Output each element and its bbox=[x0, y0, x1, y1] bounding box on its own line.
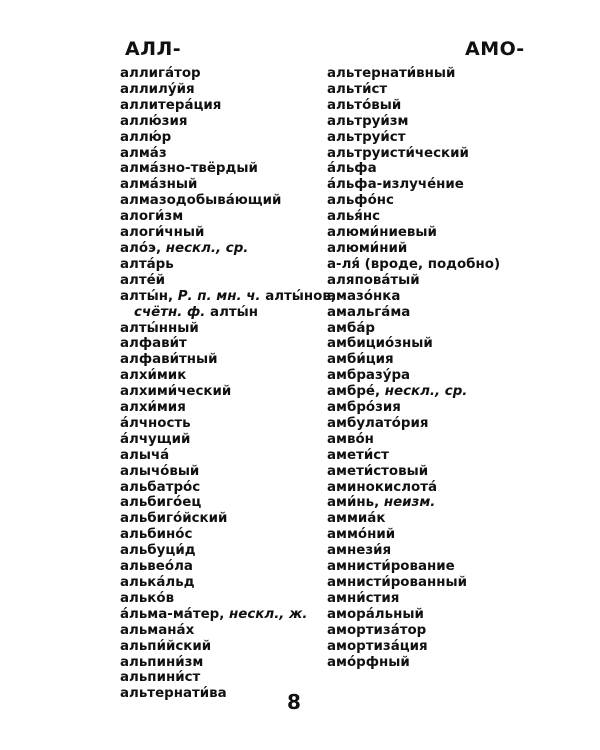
headword: аллитера́ция bbox=[120, 97, 222, 113]
dictionary-entry bbox=[327, 177, 527, 193]
dictionary-entry bbox=[327, 305, 527, 321]
dictionary-entry bbox=[120, 448, 320, 464]
dictionary-entry bbox=[120, 368, 320, 384]
dictionary-entry bbox=[327, 607, 527, 623]
dictionary-entry bbox=[327, 273, 527, 289]
dictionary-entry bbox=[327, 289, 527, 305]
dictionary-entry bbox=[120, 511, 320, 527]
headword: амбулато́рия bbox=[327, 415, 429, 431]
headword: а́льфа bbox=[327, 161, 377, 177]
dictionary-entry bbox=[120, 480, 320, 496]
headword: алыча́ bbox=[120, 447, 170, 463]
dictionary-entry bbox=[327, 400, 527, 416]
dictionary-entry bbox=[327, 241, 527, 257]
headword: алхи́мия bbox=[120, 400, 186, 416]
headword: а́льма-ма́тер, bbox=[120, 606, 225, 622]
dictionary-entry bbox=[120, 575, 320, 591]
headword: альто́вый bbox=[327, 97, 402, 113]
headword: алма́з bbox=[120, 145, 167, 161]
grammar-note: нескл., ср. bbox=[165, 240, 249, 256]
headword: амортиза́тор bbox=[327, 622, 427, 638]
headword: алфави́тный bbox=[120, 352, 218, 368]
grammar-note: нескл., ср. bbox=[384, 384, 468, 400]
headword: а́льфа-излуче́ние bbox=[327, 177, 464, 193]
headword: аммо́ний bbox=[327, 527, 396, 543]
dictionary-entry bbox=[327, 448, 527, 464]
dictionary-entry bbox=[120, 241, 320, 257]
running-head-left: АЛЛ- bbox=[125, 38, 182, 60]
dictionary-entry bbox=[120, 527, 320, 543]
entry-form: алты́нов, bbox=[265, 288, 336, 304]
dictionary-entry bbox=[120, 495, 320, 511]
headword: альтернати́ва bbox=[120, 686, 227, 702]
dictionary-entry bbox=[327, 432, 527, 448]
headword: амби́ция bbox=[327, 352, 394, 368]
dictionary-entry bbox=[120, 670, 320, 686]
headword: амбразу́ра bbox=[327, 368, 411, 384]
dictionary-entry bbox=[120, 257, 320, 273]
headword: алмазодобыва́ющий bbox=[120, 193, 282, 209]
dictionary-entry bbox=[120, 82, 320, 98]
running-head-right: АМО- bbox=[465, 38, 525, 60]
dictionary-entry bbox=[120, 543, 320, 559]
headword: алта́рь bbox=[120, 256, 174, 272]
headword: амба́р bbox=[327, 320, 375, 336]
dictionary-entry bbox=[327, 161, 527, 177]
headword: амора́льный bbox=[327, 606, 424, 622]
headword: альмана́х bbox=[120, 622, 195, 638]
headword: амнези́я bbox=[327, 543, 392, 559]
dictionary-entry bbox=[120, 352, 320, 368]
dictionary-entry bbox=[327, 495, 527, 511]
dictionary-entry bbox=[120, 591, 320, 607]
dictionary-entry bbox=[120, 130, 320, 146]
dictionary-entry bbox=[120, 639, 320, 655]
dictionary-entry bbox=[327, 543, 527, 559]
grammar-note: неизм. bbox=[383, 495, 436, 511]
dictionary-entry bbox=[120, 384, 320, 400]
dictionary-entry bbox=[327, 623, 527, 639]
headword: амальга́ма bbox=[327, 304, 411, 320]
dictionary-entry bbox=[327, 321, 527, 337]
dictionary-entry bbox=[327, 639, 527, 655]
headword: амети́стовый bbox=[327, 463, 429, 479]
headword: амбицио́зный bbox=[327, 336, 433, 352]
headword: амнисти́рованный bbox=[327, 575, 467, 590]
headword: амни́стия bbox=[327, 590, 400, 606]
dictionary-entry bbox=[120, 464, 320, 480]
headword: алька́льд bbox=[120, 575, 195, 590]
headword: аммиа́к bbox=[327, 511, 386, 527]
headword: альпини́ст bbox=[120, 670, 201, 686]
dictionary-entry bbox=[327, 146, 527, 162]
dictionary-entry bbox=[327, 480, 527, 496]
page-number: 8 bbox=[287, 690, 301, 714]
dictionary-entry bbox=[120, 321, 320, 337]
headword: альтруи́ст bbox=[327, 129, 406, 145]
headword: амо́рфный bbox=[327, 654, 410, 670]
dictionary-entry bbox=[327, 336, 527, 352]
dictionary-entry bbox=[327, 591, 527, 607]
headword: амво́н bbox=[327, 431, 374, 447]
dictionary-entry bbox=[120, 432, 320, 448]
dictionary-entry bbox=[327, 193, 527, 209]
dictionary-entry bbox=[120, 209, 320, 225]
dictionary-entry bbox=[327, 209, 527, 225]
headword: альти́ст bbox=[327, 81, 388, 97]
dictionary-entry bbox=[120, 225, 320, 241]
entry-continuation bbox=[120, 305, 320, 321]
grammar-note: нескл., ж. bbox=[229, 606, 308, 622]
headword: алья́нс bbox=[327, 209, 381, 225]
dictionary-entry bbox=[120, 288, 336, 321]
dictionary-entry bbox=[120, 161, 320, 177]
headword: альпи́йский bbox=[120, 638, 212, 654]
headword: альтруисти́ческий bbox=[327, 145, 469, 161]
headword: альфо́нс bbox=[327, 193, 394, 209]
headword: амети́ст bbox=[327, 447, 389, 463]
dictionary-entry bbox=[327, 416, 527, 432]
headword: амортиза́ция bbox=[327, 638, 428, 654]
dictionary-entry bbox=[120, 273, 320, 289]
headword: алычо́вый bbox=[120, 463, 200, 479]
headword: альбиго́йский bbox=[120, 511, 228, 527]
dictionary-entry bbox=[327, 559, 527, 575]
dictionary-entry bbox=[120, 66, 320, 82]
headword: амбре́, bbox=[327, 384, 381, 400]
headword: алюми́ний bbox=[327, 240, 408, 256]
dictionary-entry bbox=[327, 527, 527, 543]
headword: алько́в bbox=[120, 590, 175, 606]
left-word-column bbox=[120, 66, 336, 702]
headword: аллига́тор bbox=[120, 66, 201, 81]
dictionary-entry bbox=[327, 98, 527, 114]
entry-form: алты́н bbox=[210, 304, 258, 320]
headword: а́лчущий bbox=[120, 431, 191, 447]
headword: алхи́мик bbox=[120, 368, 187, 384]
dictionary-entry bbox=[120, 400, 320, 416]
dictionary-entry bbox=[327, 575, 527, 591]
headword: аллилу́йя bbox=[120, 81, 195, 97]
headword: алты́нный bbox=[120, 320, 199, 336]
headword: ами́нь, bbox=[327, 495, 380, 511]
headword: алте́й bbox=[120, 272, 166, 288]
dictionary-entry bbox=[327, 511, 527, 527]
headword: амнисти́рование bbox=[327, 559, 455, 575]
headword: аллю́р bbox=[120, 129, 172, 145]
dictionary-entry bbox=[120, 177, 320, 193]
dictionary-entry bbox=[327, 66, 527, 82]
dictionary-entry bbox=[120, 193, 320, 209]
dictionary-entry bbox=[120, 146, 320, 162]
headword: алоги́зм bbox=[120, 209, 184, 225]
dictionary-entry bbox=[120, 607, 320, 623]
headword: алма́зно-твёрдый bbox=[120, 161, 258, 177]
headword: а-ля́ bbox=[327, 256, 360, 272]
headword: аминокислота́ bbox=[327, 479, 438, 495]
headword: альтруи́зм bbox=[327, 113, 409, 129]
dictionary-entry bbox=[120, 416, 320, 432]
grammar-note: счётн. ф. bbox=[134, 304, 206, 320]
grammar-note: Р. п. мн. ч. bbox=[177, 288, 261, 304]
headword: а́лчность bbox=[120, 415, 191, 431]
dictionary-entry bbox=[327, 352, 527, 368]
headword: альпини́зм bbox=[120, 654, 204, 670]
right-word-column bbox=[327, 66, 527, 670]
dictionary-entry bbox=[120, 559, 320, 575]
headword: алма́зный bbox=[120, 177, 198, 193]
dictionary-entry bbox=[327, 82, 527, 98]
dictionary-entry bbox=[120, 623, 320, 639]
headword: альбиго́ец bbox=[120, 495, 202, 511]
headword: аляпова́тый bbox=[327, 272, 420, 288]
dictionary-entry bbox=[327, 257, 527, 273]
headword: алхими́ческий bbox=[120, 384, 232, 400]
dictionary-entry bbox=[120, 114, 320, 130]
dictionary-entry bbox=[327, 114, 527, 130]
dictionary-entry bbox=[327, 368, 527, 384]
entry-form: (вроде, подобно) bbox=[364, 256, 501, 272]
headword: ало́э, bbox=[120, 240, 162, 256]
headword: альбино́с bbox=[120, 527, 193, 543]
headword: амазо́нка bbox=[327, 288, 401, 304]
headword: амбро́зия bbox=[327, 400, 401, 416]
headword: алфави́т bbox=[120, 336, 187, 352]
dictionary-entry bbox=[120, 655, 320, 671]
headword: алюми́ниевый bbox=[327, 225, 437, 241]
headword: аллю́зия bbox=[120, 113, 188, 129]
headword: алты́н, bbox=[120, 288, 174, 304]
dictionary-entry bbox=[327, 384, 527, 400]
dictionary-entry bbox=[120, 336, 320, 352]
headword: альвео́ла bbox=[120, 559, 193, 575]
dictionary-entry bbox=[327, 225, 527, 241]
headword: алоги́чный bbox=[120, 225, 205, 241]
dictionary-entry bbox=[120, 98, 320, 114]
headword: альбуци́д bbox=[120, 543, 196, 559]
headword: альтернати́вный bbox=[327, 66, 456, 81]
headword: альбатро́с bbox=[120, 479, 201, 495]
dictionary-entry bbox=[327, 130, 527, 146]
dictionary-entry bbox=[327, 464, 527, 480]
dictionary-entry bbox=[327, 655, 527, 671]
